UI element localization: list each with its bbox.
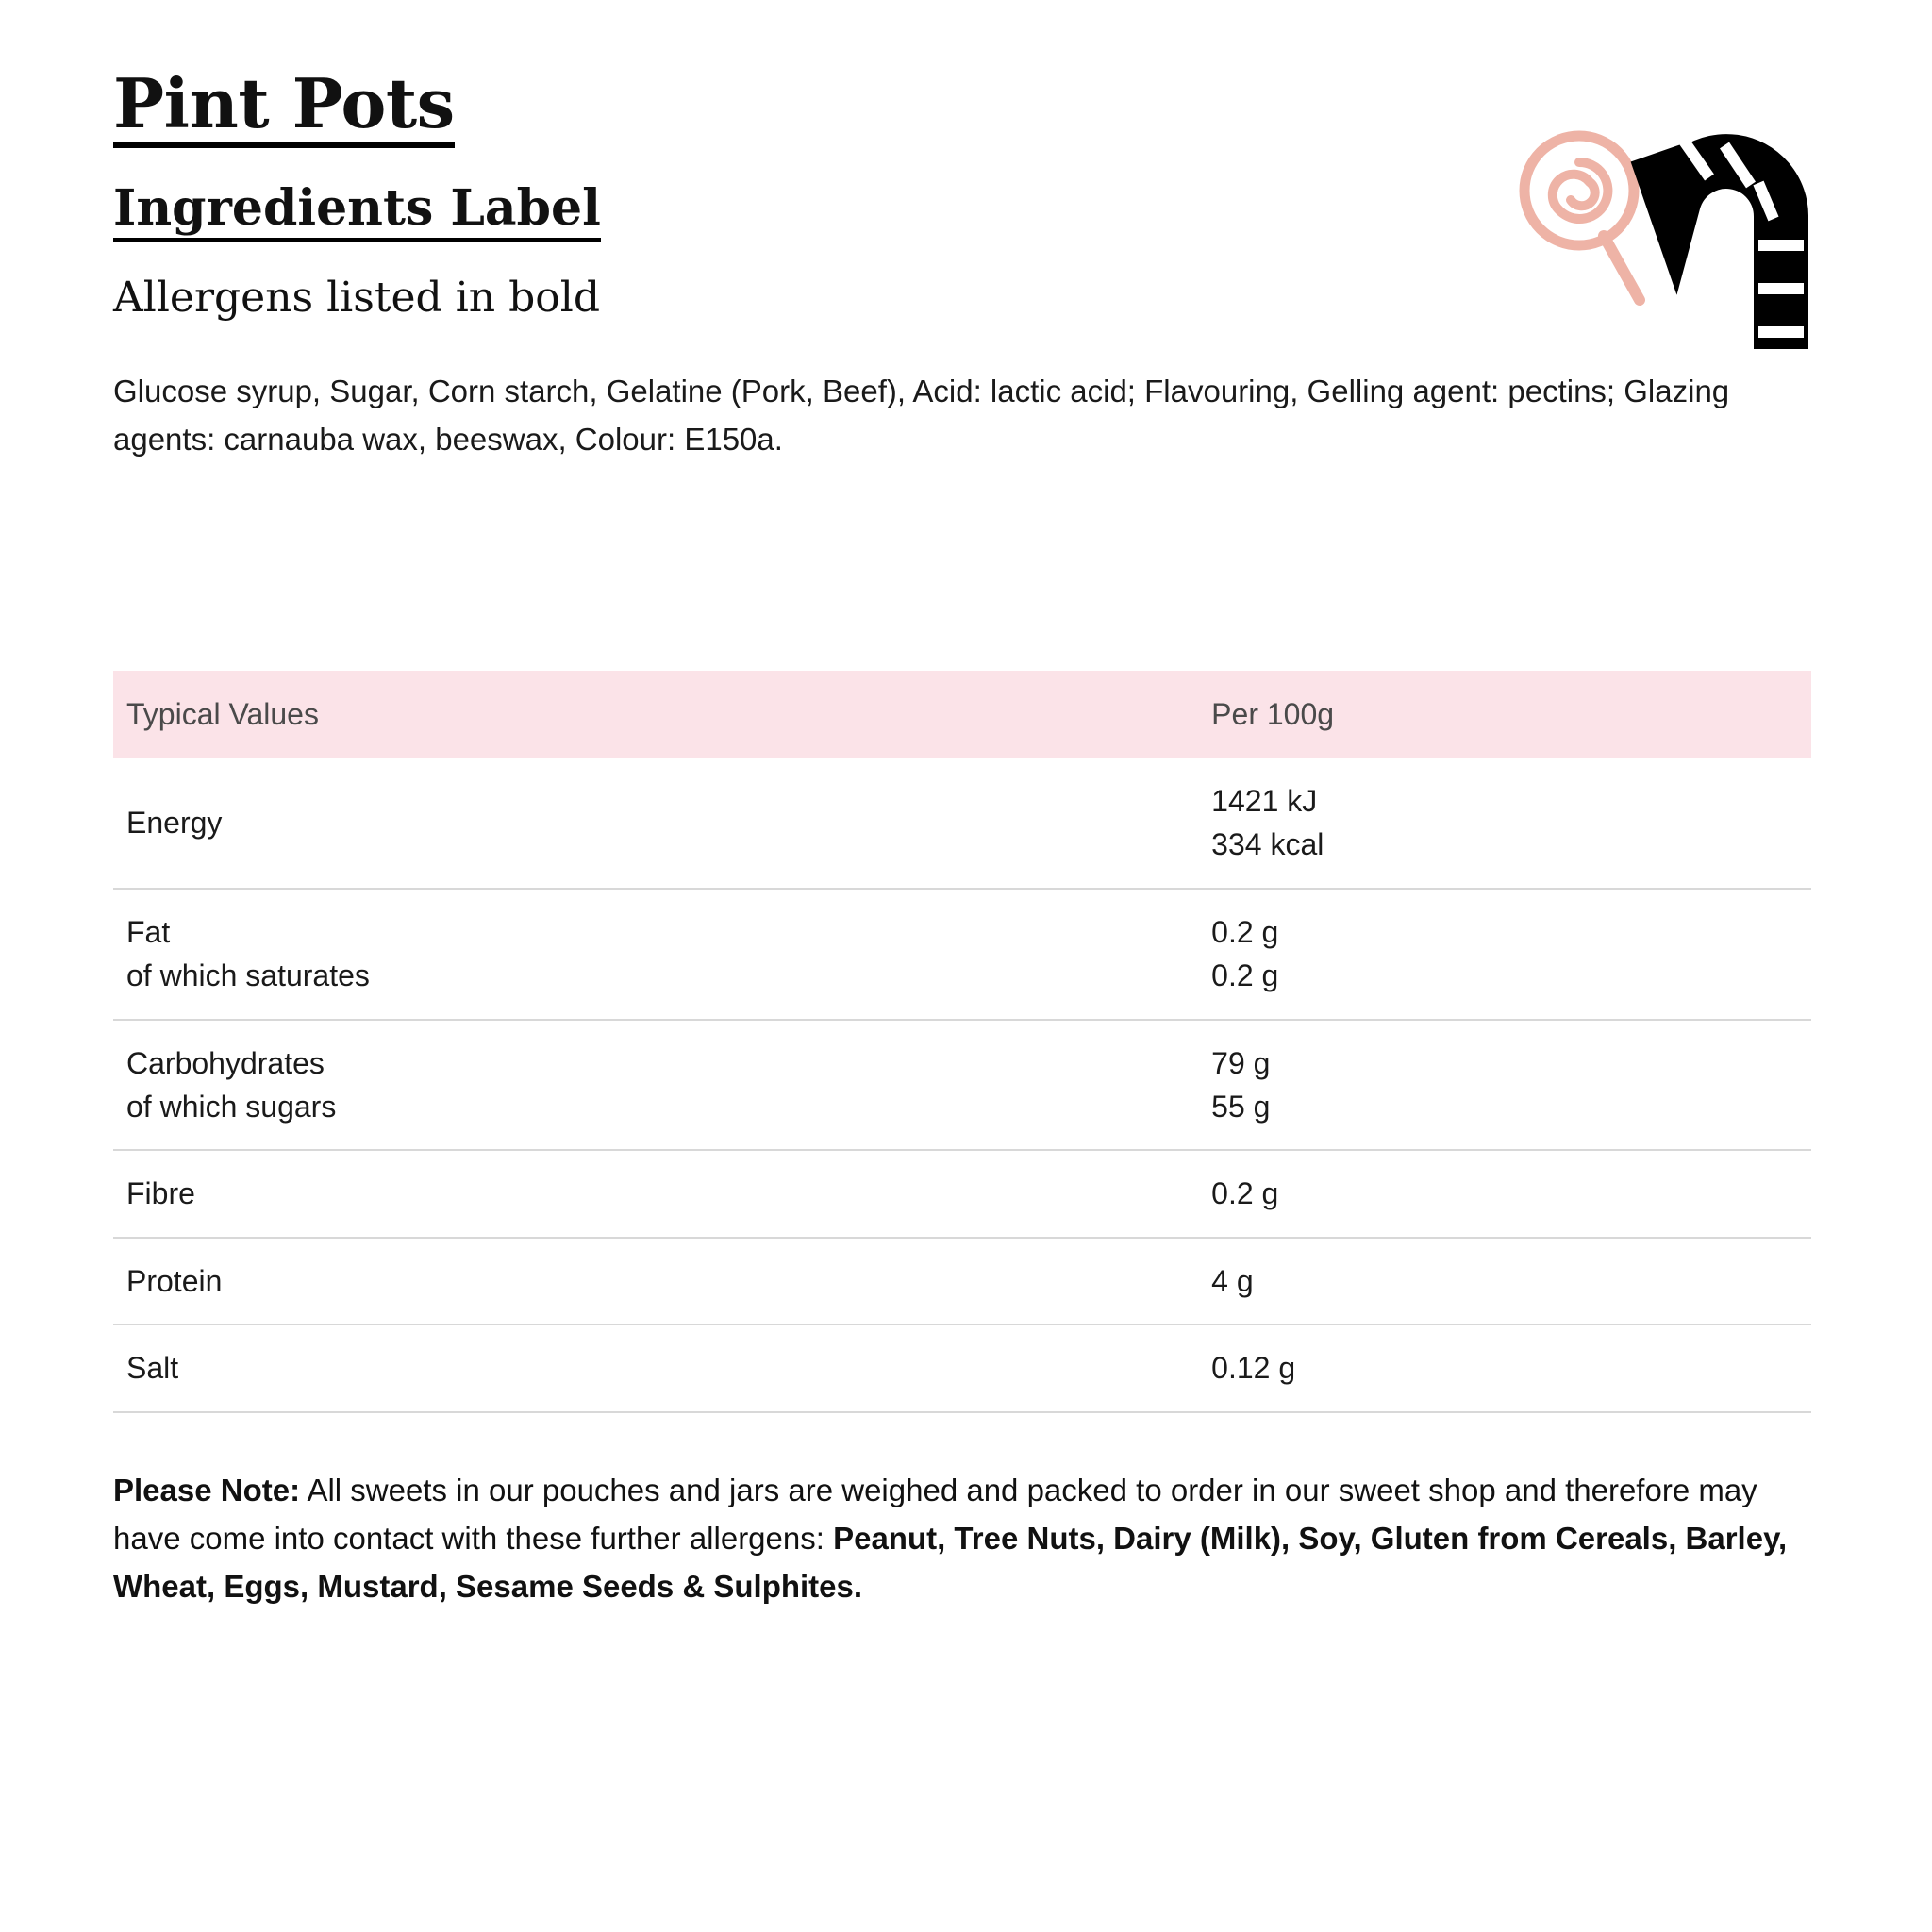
document-header — [113, 63, 1819, 324]
nutrient-value-line2: 334 kcal — [1211, 827, 1324, 862]
table-row — [113, 1324, 1811, 1411]
nutrient-label — [113, 1150, 1192, 1237]
nutrition-table — [113, 671, 1811, 1413]
please-note-prefix: Please Note: — [113, 1472, 301, 1507]
nutrient-value-line1: 79 g — [1211, 1045, 1271, 1080]
nutrient-label-line1: Salt — [126, 1351, 179, 1386]
nutrient-label-line1: Fat — [126, 914, 171, 949]
nutrient-value-line1: 0.12 g — [1211, 1351, 1296, 1386]
nutrient-value-line1: 0.2 g — [1211, 914, 1279, 949]
please-note-text — [113, 1466, 1802, 1610]
nutrient-label — [113, 889, 1192, 1020]
candy-artwork — [1498, 104, 1819, 406]
table-row — [113, 1020, 1811, 1151]
nutrient-value-line2: 55 g — [1211, 1090, 1271, 1124]
table-row — [113, 889, 1811, 1020]
table-row — [113, 1150, 1811, 1237]
please-note-allergens: Peanut, Tree Nuts, Dairy (Milk), Soy, Gluten from Cereals, Barley, Wheat, Eggs, Mustard, Sesame Seeds & Sulphites. — [113, 1520, 1788, 1604]
nutrient-value — [1192, 1238, 1811, 1324]
nutrient-label-line2: of which sugars — [126, 1090, 337, 1124]
nutrient-label-line1: Carbohydrates — [126, 1045, 325, 1080]
nutrient-value — [1192, 758, 1811, 889]
column-header-typical-values: Typical Values — [113, 671, 1192, 758]
lollipop-icon — [1524, 136, 1640, 300]
nutrient-label-line2: of which saturates — [126, 958, 370, 993]
nutrient-value-line1: 1421 kJ — [1211, 784, 1318, 819]
table-row — [113, 758, 1811, 889]
table-header-row — [113, 671, 1811, 758]
allergen-bold-note: Allergens listed in bold — [113, 273, 600, 322]
nutrient-label — [113, 1238, 1192, 1324]
section-subtitle: Ingredients Label — [113, 180, 601, 242]
nutrient-label — [113, 1020, 1192, 1151]
please-note-body: All sweets in our pouches and jars are weighed and packed to order in our sweet shop and therefore may have come into contact with these further allergens: — [113, 1472, 1757, 1556]
nutrient-value — [1192, 1150, 1811, 1237]
nutrient-label — [113, 758, 1192, 889]
nutrient-value — [1192, 1020, 1811, 1151]
table-row — [113, 1238, 1811, 1324]
nutrient-value-line1: 4 g — [1211, 1263, 1254, 1298]
candy-cane-icon — [1657, 140, 1804, 349]
nutrient-value-line2: 0.2 g — [1211, 958, 1279, 993]
nutrient-label-line1: Energy — [126, 806, 223, 841]
page-title: Pint Pots — [113, 66, 455, 148]
ingredients-text: Glucose syrup, Sugar, Corn starch, Gelatine (Pork, Beef), Acid: lactic acid; Flavouring, Gelling agent: pectins; Glazing agents: carnauba wax, beeswax, Colour: E150a. — [113, 373, 1730, 457]
column-header-per-100g: Per 100g — [1192, 671, 1811, 758]
nutrient-value — [1192, 1324, 1811, 1411]
nutrient-value — [1192, 889, 1811, 1020]
nutrient-label-line1: Fibre — [126, 1176, 195, 1211]
nutrient-label-line1: Protein — [126, 1263, 223, 1298]
nutrient-label — [113, 1324, 1192, 1411]
nutrient-value-line1: 0.2 g — [1211, 1176, 1279, 1211]
